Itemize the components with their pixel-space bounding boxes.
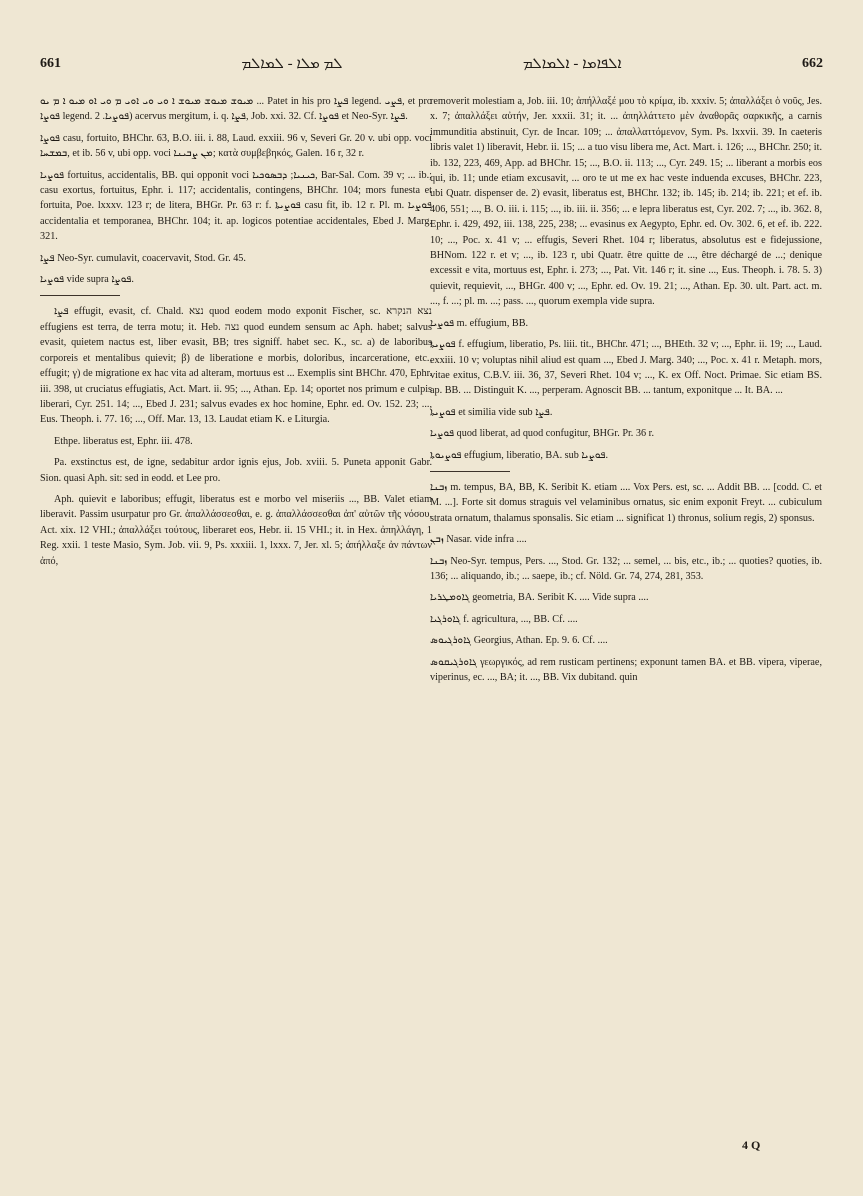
- right-entry: [430, 94, 822, 310]
- left-entry: [40, 131, 432, 162]
- right-entry: [430, 633, 822, 648]
- right-entry: [430, 426, 822, 441]
- entry-text: ܙܒܢܐ Neo-Syr. tempus, Pers. ..., Stod. Gr. 132; ... semel, ... bis, etc., ib.; ... quoties? quoties, ib. 136; ... aliquando, ib.; ... saepe, ib.; cf. Nöld. Gr. 74, 274, 281, 353.: [430, 555, 822, 582]
- left-running-head: ܠܡ ܡܠܐ - ܠܡܐܠܡ: [241, 56, 343, 72]
- right-entry: [430, 554, 822, 585]
- right-entry: [430, 316, 822, 331]
- entry-text: ܦܘܨܝܬܐ et similia vide sub ܦܨܐ.: [430, 406, 553, 418]
- section-divider: [430, 471, 510, 472]
- page-header: [40, 52, 823, 76]
- left-entry: [40, 168, 432, 245]
- right-column: [430, 94, 822, 1154]
- left-entry: [40, 251, 432, 266]
- left-page-number: 661: [40, 56, 61, 71]
- signature-mark: 4 Q: [742, 1138, 761, 1152]
- right-entry: [430, 532, 822, 547]
- right-entry: [430, 480, 822, 526]
- entry-text: ܓܐܘܡܛܪܝܐ geometria, BA. Seribit K. .... Vide supra ....: [430, 592, 649, 604]
- entry-text: ܦܨܐ effugit, evasit, cf. Chald. נצא quod eodem modo exponit Fischer, sc. נצא הנקרא effugiens est terra, de terra motu; it. Heb. נצה quod eundem sensum ac Aph. habet; salvus evasit, quietem nactus est, liber evasit, BB; tres signiff. habet sec. K., sc. a) de laboribus corporeis et mentalibus quievit; β) de liberatione e morbis, doloribus, incarceratione, etc., effugit; γ) de migratione ex hac vita ad alteram, mortuus est ... Exemplis sint BHChr. 470, Ephr. iii. 398, ut cruciatus effugiatis, Act. Mart. ii. 95; ..., Athan. Ep. 14; oportet nos primum e culpis liberari, Cyr. 251. 14; ..., Ebed J. 231; salvus evades ex hoc homine, Ephr. ed. Ov. 152. 23; ..., Eus. Theoph. i. 77. 16; ..., Off. Mar. 13, 13. Laudat etiam K. e Liturgia.: [40, 306, 432, 426]
- left-column: [40, 94, 432, 1154]
- entry-text: ܙܒܢܐ m. tempus, BA, BB, K. Seribit K. etiam .... Vox Pers. est, sc. ... Addit BB. ... [codd. C. et M. ...]. Forte sit domus straguis vel velaminibus ornatus, sic enim exponit Freyt. ... cubiculum strata ornatum, thalamus sponsalis. Sic etiam ... significat 1) thronus, solium regis, 2) sponsus.: [430, 481, 822, 524]
- left-entry: [40, 455, 432, 486]
- entry-text: Aph. quievit e laboribus; effugit, liberatus est e morbo vel miseriis ..., BB. Valet etiam liberavit. Passim usurpatur pro Gr. ἀπαλλάσσεσθαι, e. g. ἀπαλλάσσεσθαι ἀπ' αὐτῶν τῆς νόσου, Act. xix. 12 VHI.; ἀπαλλάξει τούτους, liberaret eos, Hebr. ii. 15 VHI.; it. in Hex. ἀπηλλάγη, 1 Reg. xxii. 1 teste Masio, Sym. Job. vii. 9, Ps. xxxiii. 1, lxxx. 7, Jer. xl. 5; ἀπήλλαξε ἀν πάντων ἀπό,: [40, 493, 432, 567]
- left-entry: [40, 272, 432, 287]
- entry-text: removerit molestiam a, Job. iii. 10; ἀπήλλαξέ μου τὸ κρίμα, ib. xxxiv. 5; ἀπαλλάξει ὁ νοῦς, Jes. x. 7; ἀπαλλάξει αὐτήν, Jer. xxxii. 31; it. ... ἀπηλλάττετο μὲν ἀναθορᾶς σαρκικῆς, a carnis immunditia abstinuit, Cyr. de Incar. 109; ... ἀπαλλαττόμενον, Sym. Ps. lxxvii. 39. In caeteris libris valet 1) liberavit, Hebr. ii. 15; ... a tuo visu libera me, Act. Mart. i. 126; ..., BHChr. 250; it. ib. 132, 223, 469, App. ad BHChr. 15; ..., B.O. ii. 113; ..., Cyr. 249. 15; ... liberant a morbis eos qui, ib. 11; unde etiam excusavit, ... oro te ut me ex hac veste induenda excuses, BHChr. 223, ubi Quatr. dispenser de. 2) evasit, liberatus est, BHChr. 132; ib. 145; ib. 214; ib. 221; et ef. ib. 406, 551; ..., B. O. iii. i. 115; ..., ib. iii. ii. 356; ... e lepra liberatus est, Cyr. 202. 7; ..., ib. 362. 8, Ephr. i. 429, 492, iii. 138, 225, 238; ... evasinus ex Aegypto, Ephr. ed. Ov. 302. 6, et ef. ib. 222. 10; ..., Poc. x. 41 v; ... effugis, Severi Rhet. 104 r; liberatus, absolutus est e fidejussione, BHNom. 122 r. et v; ..., ib. 123 r, ubi Quatr. être quitte de ..., être déchargé de ...; denique excessit e vita, mortuus est, Ephr. i. 273; ..., Pat. Vit. 146 r; it. sine ..., Eus. Theoph. i. 78. 5. 3) quievit, requievit, ..., BHGr. 400 v; ..., Ephr. ed. Ov. 19. 21; ..., Athan. Ep. 30. ult. Part. act. m. ..., f. ...; pl. m. ...; pass. ..., quorum exempla vide supra.: [430, 96, 822, 308]
- entry-text: ܡܝܘܫ ܡܝܘܫ ܡܝܘܫ ܐ ܘܝ ܘܝ ܐܘܝ ܡ ܘܝ ܐܘ ܡܝܘ ܐ ܡ ܝܘ ... Patet in his pro ܦܨܐ legend. ܦܨܝ, et pro ܦܘܨܐ legend. ܦܘܨܝܐ. 2) acervus mergitum, i. q. ܦܨܐ, Job. xxi. 32. Cf. ܦܘܨܐ et Neo-Syr. ܦܨܐ.: [40, 96, 432, 123]
- entry-text: ܦܘܨܝܬܐ f. effugium, liberatio, Ps. liii. tit., BHChr. 471; ..., BHEth. 32 v; ..., Ephr. ii. 19; ..., Laud. exxiii. 10 v; voluptas nihil aliud est quam ..., Ebed J. Marg. 340; ..., Poc. x. 41 r. Metaph. mors, vitae exitus, C.B.V. iii. 36, 37, Severi Rhet. 104 v; ..., K. ex Off. Noct. Primae. Sic etiam BS. ap. BB. ... Distinguit K. ..., perperam. Agnoscit BB. ... tantum, exponitque ... It. BA. ...: [430, 339, 822, 397]
- right-entry: [430, 655, 822, 686]
- entry-text: ܦܘܨܝܐ quod liberat, ad quod confugitur, BHGr. Pr. 36 r.: [430, 428, 655, 440]
- entry-text: ܦܘܨܐ casu, fortuito, BHChr. 63, B.O. iii. i. 88, Laud. exxiii. 96 v, Severi Gr. 20 v. ubi opp. voci ܒܡܫܚܐ, et ib. 56 v, ubi opp. voci ܡܢ ܨܒܝܢܐ; κατὰ συμβεβηκός, Galen. 16 r, 32 r.: [40, 132, 432, 160]
- entry-text: ܦܘܨܝܘܬܐ effugium, liberatio, BA. sub ܦܘܨܝܐ.: [430, 449, 609, 461]
- entry-text: ܦܘܨܝܐ fortuitus, accidentalis, BB. qui opponit voci ܟܝܢܝܐ; ܕܒܣܘܟܝܐ, Bar-Sal. Com. 39 v; ... ib.; casu exortus, fortuitus, Ephr. i. 117; accidentalis, contingens, BHChr. 104; mors funesta et fortuita, Poe. lxxxv. 123 r; de litera, BHGr. Pr. 63 r: f. ܦܘܨܝܬܐ casu fit, ib. 12 r. Pl. m. ܦܘܨܝܐ accidentalia et temporanea, BHChr. 104; it. ap. logicos potentiae accidentales, Ebed J. Marg. 321.: [40, 169, 432, 243]
- right-entry: [430, 405, 822, 420]
- left-entry: [40, 434, 432, 449]
- right-page-number: 662: [801, 56, 823, 71]
- entry-text: ܦܨܐ Neo-Syr. cumulavit, coacervavit, Stod. Gr. 45.: [40, 252, 246, 264]
- right-running-head: ܐܠܦܐܡܐ - ܐܠܡܐܠܡ: [522, 56, 622, 72]
- entry-text: ܙܒܢ Nasar. vide infra ....: [430, 534, 527, 546]
- left-entry: [40, 492, 432, 569]
- right-entry: [430, 612, 822, 627]
- entry-text: ܦܘܨܝܐ m. effugium, BB.: [430, 317, 529, 329]
- left-entry: [40, 304, 432, 427]
- entry-text: ܓܐܘܪܓܝܘܣ Georgius, Athan. Ep. 9. 6. Cf. ....: [430, 635, 608, 647]
- right-entry: [430, 337, 822, 399]
- entry-text: Pa. exstinctus est, de igne, sedabitur ardor ignis ejus, Job. xviii. 5. Puneta apponit Gabr. Sion. quasi Aph. sit: sed in eodd. et Lee pro.: [40, 457, 432, 484]
- section-divider: [40, 295, 120, 296]
- right-entry: [430, 448, 822, 463]
- right-entry: [430, 590, 822, 605]
- left-entry: [40, 94, 432, 125]
- entry-text: Ethpe. liberatus est, Ephr. iii. 478.: [54, 435, 193, 447]
- entry-text: ܦܘܨܝܐ vide supra ܦܘܨܐ.: [40, 274, 134, 286]
- entry-text: ܓܐܘܪܓܝܩܘܣ γεωργικός, ad rem rusticam pertinens; exponunt tamen BA. et BB. vipera, viperae, viperinus, ec. ..., BA; it. ..., BB. Vix dubitand. quin: [430, 656, 822, 683]
- entry-text: ܓܐܘܪܓܝܐ f. agricultura, ..., BB. Cf. ....: [430, 613, 578, 625]
